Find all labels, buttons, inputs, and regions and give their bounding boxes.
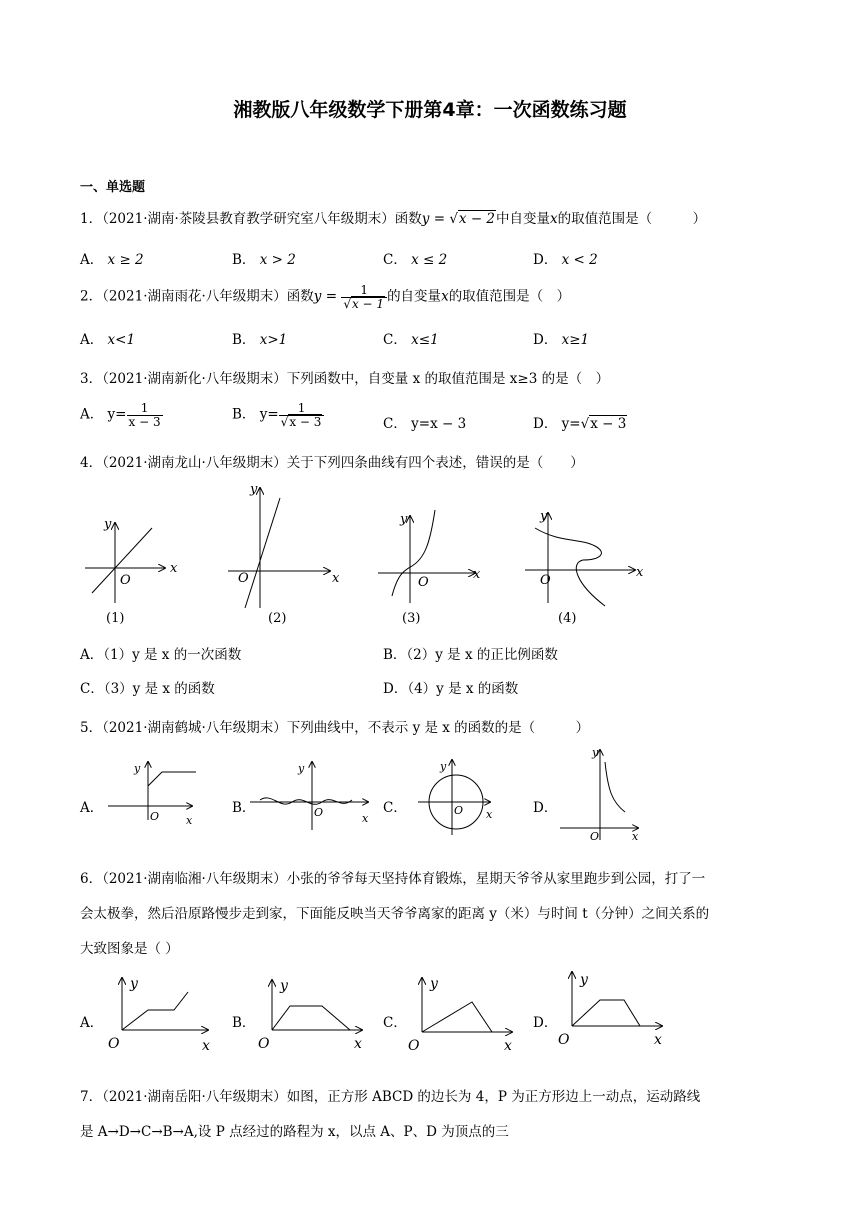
q5-d-x-label: x <box>632 830 639 843</box>
figure-2-origin: O <box>238 571 249 586</box>
q6-d-x-label: x <box>654 1032 662 1048</box>
figure-4-y-label: y <box>540 509 548 524</box>
question-5-stem: 5．（2021·湖南鹤城·八年级期末）下列曲线中，不表示 y 是 x 的函数的是（ ） <box>80 720 590 736</box>
q5-c-x-label: x <box>486 808 493 821</box>
figure-2-graph <box>228 482 340 626</box>
q5-a-origin: O <box>150 810 160 823</box>
figure-4-graph <box>525 509 644 626</box>
figure-4-caption: (4) <box>558 611 577 626</box>
q6-a-y-label: y <box>130 976 138 992</box>
figure-1-y-label: y <box>104 517 112 532</box>
question-6-figures <box>100 970 670 1060</box>
question-2-stem: 2．（2021·湖南雨花·八年级期末）函数y = $\frac{1}{√x - 1}$ 的自变量x的取值范围是（ ） <box>80 283 571 311</box>
question-2-option-d[interactable]: D． x≥1 <box>533 332 590 348</box>
q6-c-y-label: y <box>430 976 438 992</box>
q5-b-origin: O <box>314 806 324 819</box>
q5-graph-b <box>250 762 369 830</box>
question-5-option-d[interactable]: D． <box>533 800 558 816</box>
question-4-figures <box>80 478 660 633</box>
question-6-option-b[interactable]: B． <box>232 1015 256 1031</box>
q6-b-x-label: x <box>354 1036 362 1052</box>
question-1-option-a[interactable]: A． x ≥ 2 <box>80 252 144 268</box>
figure-2-y-label: y <box>250 482 258 497</box>
q5-graph-c <box>418 760 493 835</box>
question-4-option-c[interactable]: C．（3）y 是 x 的函数 <box>80 681 215 697</box>
figure-3-origin: O <box>418 575 429 590</box>
question-7-line-2: 是 A→D→C→B→A,设 P 点经过的路程为 x，以点 A、P、D 为顶点的三 <box>80 1124 509 1140</box>
question-3-option-a[interactable]: A． y= $\frac{1}{x - 3}$ <box>80 401 161 429</box>
q6-c-x-label: x <box>504 1038 512 1054</box>
figure-3-x-label: x <box>473 567 481 582</box>
page-title: 湘教版八年级数学下册第4章：一次函数练习题 <box>233 99 627 121</box>
question-1-option-d[interactable]: D． x < 2 <box>533 252 598 268</box>
question-6-option-d[interactable]: D． <box>533 1015 558 1031</box>
question-4-option-b[interactable]: B．（2）y 是 x 的正比例函数 <box>383 647 558 663</box>
question-1-stem: 1．（2021·湖南·茶陵县教育教学研究室八年级期末）函数y = √x − 2中自变量x的取值范围是（ ） <box>80 211 707 227</box>
question-3-option-b[interactable]: B． y= $\frac{1}{√x - 3}$ <box>232 402 324 428</box>
figure-1-origin: O <box>120 573 131 588</box>
q6-graph-a <box>108 976 210 1054</box>
q6-graph-b <box>258 978 362 1052</box>
q5-c-origin: O <box>454 804 464 817</box>
q5-d-y-label: y <box>592 746 599 759</box>
figure-4-origin: O <box>540 573 551 588</box>
q6-graph-c <box>408 976 512 1054</box>
figure-4-x-label: x <box>636 565 644 580</box>
question-5-figures <box>100 740 660 845</box>
question-6-line-2: 会太极拳，然后沿原路慢步走到家，下面能反映当天爷爷离家的距离 y（米）与时间 t（分钟）之间关系的 <box>80 906 710 922</box>
question-6-line-1: 6．（2021·湖南临湘·八年级期末）小张的爷爷每天坚持体育锻炼，星期天爷爷从家里跑步到公园，打了一 <box>80 871 706 887</box>
figure-3-caption: (3) <box>402 611 421 626</box>
question-6-option-a[interactable]: A． <box>80 1015 104 1031</box>
figure-1-caption: (1) <box>106 611 125 626</box>
question-5-option-b[interactable]: B． <box>232 800 256 816</box>
figure-3-y-label: y <box>400 512 408 527</box>
figure-2-x-label: x <box>332 571 340 586</box>
question-1-option-b[interactable]: B． x > 2 <box>232 252 296 268</box>
figure-2-caption: (2) <box>268 611 287 626</box>
figure-1-x-label: x <box>170 561 178 576</box>
figure-3-graph <box>378 510 481 626</box>
question-3-option-c[interactable]: C． y=x − 3 <box>383 416 467 432</box>
q5-b-x-label: x <box>362 812 369 825</box>
question-4-option-a[interactable]: A．（1）y 是 x 的一次函数 <box>80 647 242 663</box>
question-2-option-b[interactable]: B． x>1 <box>232 332 288 348</box>
q5-graph-a <box>108 762 196 827</box>
question-4-stem: 4．（2021·湖南龙山·八年级期末）关于下列四条曲线有四个表述，错误的是（ ） <box>80 455 584 471</box>
question-6-option-c[interactable]: C． <box>383 1015 407 1031</box>
q6-d-origin: O <box>558 1032 570 1048</box>
q5-d-origin: O <box>590 830 600 843</box>
q5-a-y-label: y <box>134 762 141 775</box>
question-2-option-a[interactable]: A． x<1 <box>80 332 136 348</box>
q5-a-x-label: x <box>186 814 193 827</box>
question-5-option-a[interactable]: A． <box>80 800 104 816</box>
question-7-line-1: 7．（2021·湖南岳阳·八年级期末）如图，正方形 ABCD 的边长为 4，P 为正方形边上一动点，运动路线 <box>80 1089 701 1105</box>
q6-b-origin: O <box>258 1036 270 1052</box>
section-heading: 一、单选题 <box>80 180 146 195</box>
question-3-option-d[interactable]: D． y=√x − 3 <box>533 416 627 432</box>
q6-b-y-label: y <box>280 978 288 994</box>
question-5-option-c[interactable]: C． <box>383 800 407 816</box>
q6-a-origin: O <box>108 1036 120 1052</box>
q5-b-y-label: y <box>298 762 305 775</box>
q6-d-y-label: y <box>580 972 588 988</box>
question-2-option-c[interactable]: C． x≤1 <box>383 332 439 348</box>
question-6-line-3: 大致图象是（ ） <box>80 941 179 957</box>
q5-c-y-label: y <box>440 760 447 773</box>
q6-a-x-label: x <box>202 1038 210 1054</box>
question-3-stem: 3．（2021·湖南新化·八年级期末）下列函数中，自变量 x 的取值范围是 x≥3 的是（ ） <box>80 371 610 387</box>
question-4-option-d[interactable]: D．（4）y 是 x 的函数 <box>383 681 519 697</box>
q6-graph-d <box>558 972 662 1048</box>
question-1-option-c[interactable]: C． x ≤ 2 <box>383 252 448 268</box>
figure-1-graph <box>85 517 178 626</box>
q5-graph-d <box>560 746 639 843</box>
q6-c-origin: O <box>408 1038 420 1054</box>
